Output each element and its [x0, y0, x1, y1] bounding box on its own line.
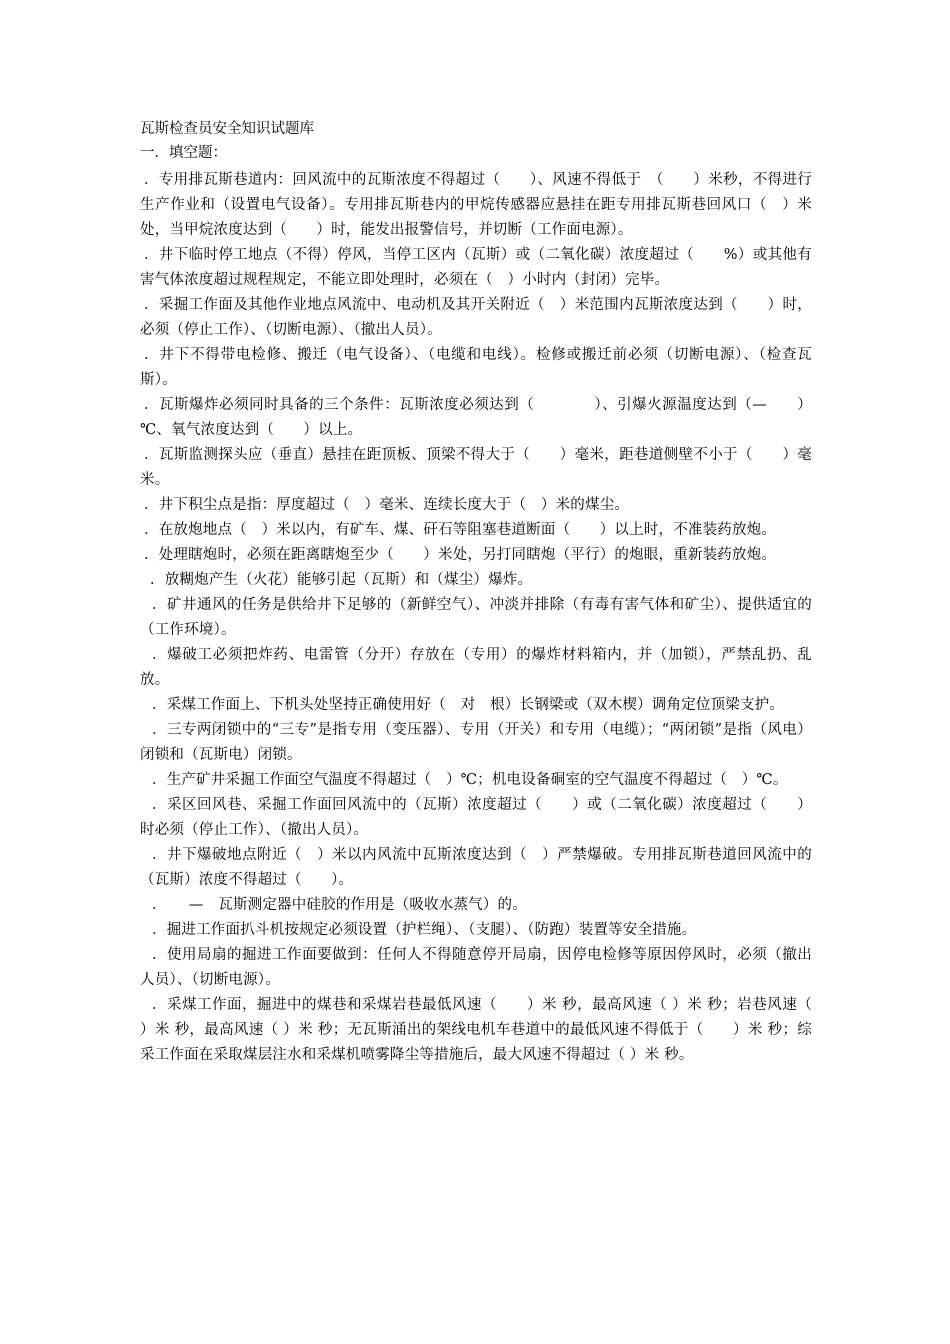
question-21: ．采煤工作面，掘进中的煤巷和采煤岩巷最低风速（ ）米 秒，最高风速（ ）米 秒；岩巷风速（ ）米 秒，最高风速（ ）米 秒；无瓦斯涌出的架线电机车巷道中的最低风速不得低于（ ）米 秒；综采工作面在采取煤层注水和采煤机喷雾降尘等措施后，最大风速不得超过（ ）米 秒。: [140, 997, 842, 1063]
question-16: ．采区回风巷、采掘工作面回风流中的（瓦斯）浓度超过（ ）或（二氧化碳）浓度超过（ ）时必须（停止工作）、（撤出人员）。: [140, 797, 812, 838]
question-11: ．矿井通风的任务是供给井下足够的（新鲜空气）、冲淡并排除（有毒有害气体和矿尘）、提供适宜的（工作环境）。: [140, 597, 812, 638]
document-page: [140, 118, 842, 1068]
question-10: ．放糊炮产生（火花）能够引起（瓦斯）和（煤尘）爆炸。: [150, 572, 533, 588]
question-18: ． — 瓦斯测定器中硅胶的作用是（吸收水蒸气）的。: [152, 897, 527, 913]
question-6: ．瓦斯监测探头应（垂直）悬挂在距顶板、顶梁不得大于（ ）毫米，距巷道侧壁不小于（ ）毫米。: [140, 447, 812, 488]
question-9: ．处理瞎炮时，必须在距离瞎炮至少（ ）米处，另打同瞎炮（平行）的炮眼，重新装药放炮。: [144, 547, 777, 563]
question-4: ．井下不得带电检修、搬迁（电气设备）、（电缆和电线）。检修或搬迁前必须（切断电源）、（检查瓦斯）。: [140, 347, 812, 388]
question-7: ．井下积尘点是指：厚度超过（ ）毫米、连续长度大于（ ）米的煤尘。: [144, 497, 630, 513]
question-20: ．使用局扇的掘进工作面要做到：任何人不得随意停开局扇，因停电检修等原因停风时，必须（撤出人员）、（切断电源）。: [140, 947, 812, 988]
question-15: ．生产矿井采掘工作面空气温度不得超过（ ）℃；机电设备硐室的空气温度不得超过（ ）℃。: [152, 772, 788, 788]
question-8: ．在放炮地点（ ）米以内，有矿车、煤、矸石等阻塞巷道断面（ ）以上时，不准装药放炮。: [144, 522, 777, 538]
question-13: ．采煤工作面上、下机头处坚持正确使用好（ 对 根）长钢梁或（双木楔）调角定位顶梁支护。: [152, 697, 785, 713]
section-heading: 一．填空题：: [140, 145, 227, 161]
question-1: ．专用排瓦斯巷道内：回风流中的瓦斯浓度不得超过（ ）、风速不得低于 （ ）米秒，不得进行生产作业和（设置电气设备）。专用排瓦斯巷内的甲烷传感器应悬挂在距专用排瓦斯巷回风口（ ）米处，当甲烷浓度达到（ ）时，能发出报警信号，并切断（工作面电源）。: [140, 172, 812, 238]
question-19: ．掘进工作面扒斗机按规定必须设置（护栏绳）、（支腿）、（防跑）装置等安全措施。: [152, 922, 697, 938]
question-3: ．采掘工作面及其他作业地点风流中、电动机及其开关附近（ ）米范围内瓦斯浓度达到（ ）时，必须（停止工作）、（切断电源）、（撤出人员）。: [140, 297, 812, 338]
question-12: ．爆破工必须把炸药、电雷管（分开）存放在（专用）的爆炸材料箱内，并（加锁），严禁乱扔、乱放。: [140, 647, 812, 688]
question-5: ．瓦斯爆炸必须同时具备的三个条件：瓦斯浓度必须达到（ ）、引爆火源温度达到（— ）℃、氧气浓度达到（ ）以上。: [140, 397, 812, 438]
question-2: ．井下临时停工地点（不得）停风，当停工区内（瓦斯）或（二氧化碳）浓度超过（ %）或其他有害气体浓度超过规程规定，不能立即处理时，必须在（ ）小时内（封闭）完毕。: [140, 247, 812, 288]
document-title: 瓦斯检查员安全知识试题库: [140, 121, 314, 137]
question-14: ．三专两闭锁中的“三专”是指专用（变压器）、专用（开关）和专用（电缆）；“两闭锁”是指（风电）闭锁和（瓦斯电）闭锁。: [140, 722, 812, 763]
question-17: ．井下爆破地点附近（ ）米以内风流中瓦斯浓度达到（ ）严禁爆破。专用排瓦斯巷道回风流中的（瓦斯）浓度不得超过（ ）。: [140, 847, 812, 888]
